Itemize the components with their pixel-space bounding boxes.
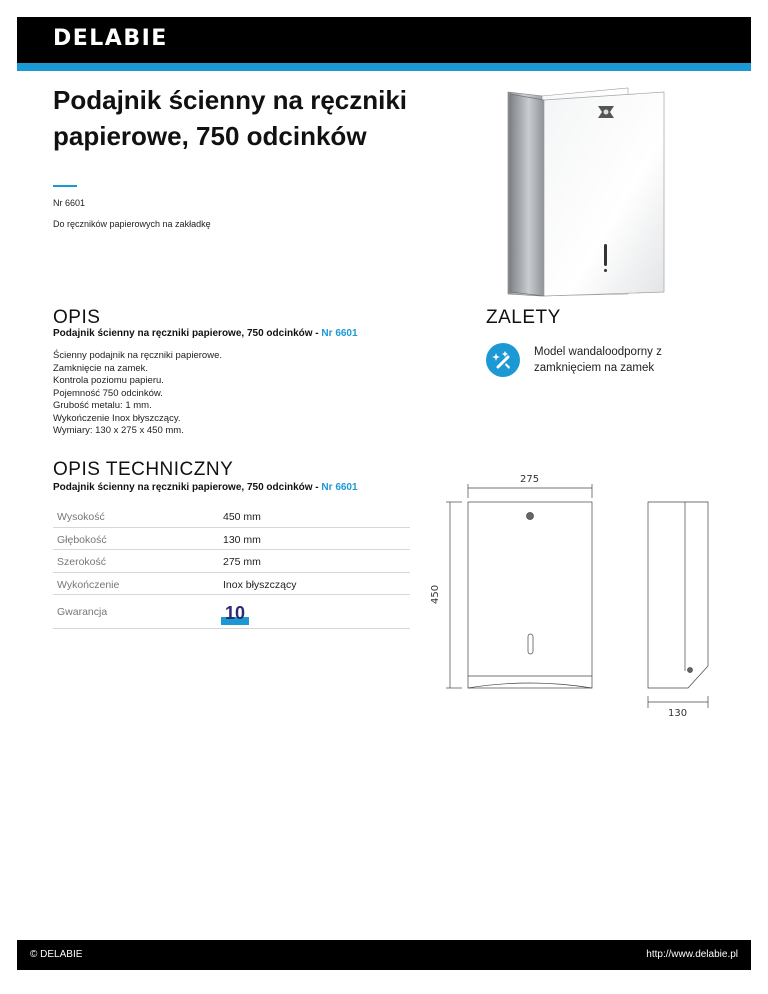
svg-text:10: 10 <box>225 603 246 623</box>
desc-line: Wykończenie Inox błyszczący. <box>53 412 181 424</box>
desc-line: Pojemność 750 odcinków. <box>53 387 163 399</box>
product-ref: Nr 6601 <box>53 198 86 208</box>
product-subtitle: Do ręczników papierowych na zakładkę <box>53 219 211 229</box>
spec-value: 275 mm <box>223 556 261 568</box>
zalety-heading: ZALETY <box>486 307 561 328</box>
brand-logo: DELABIE <box>53 26 168 51</box>
dim-depth: 130 <box>668 708 688 719</box>
table-row <box>53 550 410 573</box>
table-row <box>53 505 410 528</box>
footer-url-link[interactable]: http://www.delabie.pl <box>646 949 738 960</box>
table-row <box>53 528 410 551</box>
technical-drawing <box>430 466 720 719</box>
spec-label: Gwarancja <box>57 606 108 618</box>
spec-label: Wykończenie <box>57 578 120 591</box>
tech-product-line: Podajnik ścienny na ręczniki papierowe, 750 odcinków - Nr 6601 <box>53 482 358 493</box>
level-window <box>604 244 607 266</box>
table-row <box>53 573 410 596</box>
header-bar <box>17 17 751 63</box>
warranty-10-years-icon <box>221 601 249 625</box>
opis-description <box>53 350 222 438</box>
header-accent-stripe <box>17 63 751 71</box>
product-photo-front <box>506 88 666 300</box>
spec-label: Szerokość <box>57 556 107 568</box>
desc-line: Ścienny podajnik na ręczniki papierowe. <box>53 350 222 361</box>
spec-value: 450 mm <box>223 511 261 523</box>
opis-nr: Nr 6601 <box>321 328 358 339</box>
spec-value: 130 mm <box>223 533 261 546</box>
desc-line: Zamknięcie na zamek. <box>53 362 149 374</box>
spec-label: Głębokość <box>57 533 107 546</box>
spec-table <box>53 505 410 629</box>
spec-label: Wysokość <box>57 511 105 523</box>
tech-heading: OPIS TECHNICZNY <box>53 459 234 480</box>
desc-line: Kontrola poziomu papieru. <box>53 375 164 386</box>
desc-line: Grubość metalu: 1 mm. <box>53 400 152 411</box>
vandal-proof-icon <box>486 343 520 377</box>
opis-heading: OPIS <box>53 307 101 328</box>
opis-product-line: Podajnik ścienny na ręczniki papierowe, 750 odcinków - Nr 6601 <box>53 328 358 339</box>
tech-nr: Nr 6601 <box>321 482 358 493</box>
zalety-text: Model wandaloodporny z zamknięciem na zamek <box>534 346 662 374</box>
dim-width: 275 <box>520 474 540 485</box>
footer-copyright: © DELABIE <box>30 949 83 960</box>
desc-line: Wymiary: 130 x 275 x 450 mm. <box>53 425 184 436</box>
footer-bar <box>17 940 751 970</box>
page-title: Podajnik ścienny na ręczniki papierowe, 750 odcinków <box>53 85 408 151</box>
title-underline <box>53 185 77 187</box>
dim-height: 450 <box>430 584 441 604</box>
table-row <box>53 595 410 629</box>
spec-value: Inox błyszczący <box>223 578 297 591</box>
